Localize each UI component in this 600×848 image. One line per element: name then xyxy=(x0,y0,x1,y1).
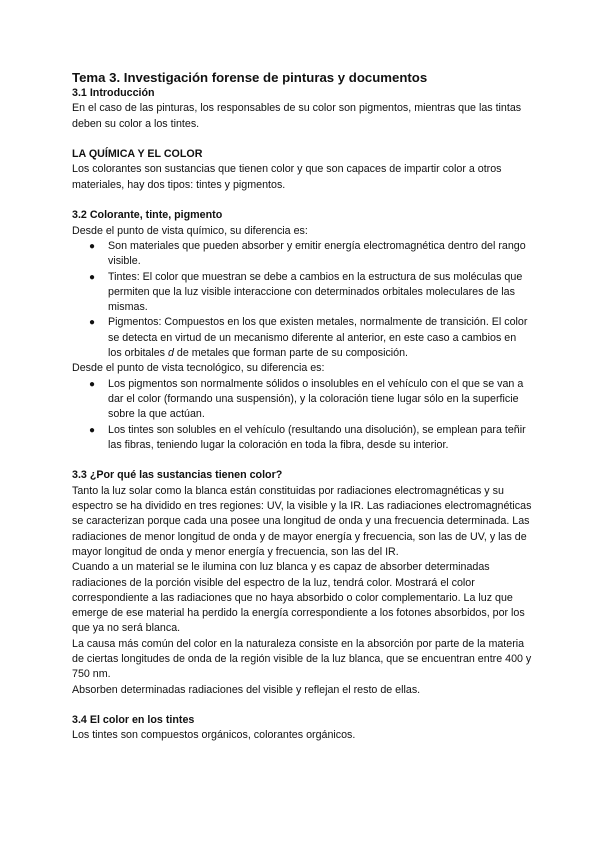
quimico-bullet-list xyxy=(72,239,532,361)
quimica-heading: LA QUÍMICA Y EL COLOR xyxy=(72,148,203,161)
list-item-text: Son materiales que pueden absorber y emitir energía electromagnética dentro del rango visible. xyxy=(108,239,526,268)
list-item-text: Los pigmentos son normalmente sólidos o insolubles en el vehículo con el que se van a dar el color (formando una suspensión), y la coloración tiene lugar sólo en la superficie sobre la que actúan. xyxy=(108,377,524,421)
list-item xyxy=(72,377,532,423)
section-3-3-paragraph-3: La causa más común del color en la naturaleza consiste en la absorción por parte de la materia de ciertas longitudes de onda de la región visible de la luz blanca, que se encuentran entre 400 y 750 nm. xyxy=(72,637,532,681)
section-3-2-heading: 3.2 Colorante, tinte, pigmento xyxy=(72,209,223,222)
bullet-icon: ● xyxy=(89,317,96,329)
spacer xyxy=(72,698,532,713)
spacer xyxy=(72,132,532,147)
quimica-text: Los colorantes son sustancias que tienen color y que son capaces de impartir color a otros materiales, hay dos tipos: tintes y pigmentos. xyxy=(72,163,502,191)
section-3-4-text: Los tintes son compuestos orgánicos, colorantes orgánicos. xyxy=(72,729,356,742)
pigmentos-text-before: Pigmentos: Compuestos en los que existen metales, normalmente de transición. El color se detecta en virtud de un mecanismo diferente al anterior, en este caso a cambios en los orbitales xyxy=(108,316,528,360)
list-item-text: Tintes: El color que muestran se debe a cambios en la estructura de sus moléculas que permiten que la luz visible interaccione con determinados orbitales moleculares de las mismas. xyxy=(108,270,523,314)
section-3-1-text: En el caso de las pinturas, los responsables de su color son pigmentos, mientras que las tintas deben su color a los tintes. xyxy=(72,102,522,130)
pigmentos-text-after: de metales que forman parte de su composición. xyxy=(173,347,409,360)
section-3-3-paragraph-4: Absorben determinadas radiaciones del visible y reflejan el resto de ellas. xyxy=(72,683,421,696)
quimico-intro: Desde el punto de vista químico, su diferencia es: xyxy=(72,224,308,237)
document-title: Tema 3. Investigación forense de pinturas y documentos xyxy=(72,70,428,85)
tecnologico-intro: Desde el punto de vista tecnológico, su diferencia es: xyxy=(72,362,325,375)
spacer xyxy=(72,193,532,208)
section-3-1-heading: 3.1 Introducción xyxy=(72,87,155,99)
section-3-3-paragraph-2: Cuando a un material se le ilumina con luz blanca y es capaz de absorber determinadas radiaciones de la porción visible del espectro de la luz, tendrá color. Mostrará el color correspondiente a las radiaciones que no haya absorbido o color complementario. La luz que emerge de ese material ha perdido la energía correspondiente a los fotones absorbidos, por los que ya no será blanca. xyxy=(72,561,525,635)
list-item xyxy=(72,239,532,270)
section-3-4-heading: 3.4 El color en los tintes xyxy=(72,714,195,727)
document-page xyxy=(72,70,532,744)
list-item xyxy=(72,270,532,316)
bullet-icon: ● xyxy=(89,378,96,390)
pigmentos-orbital-d: d xyxy=(168,347,174,360)
bullet-icon: ● xyxy=(89,271,96,283)
section-3-3-heading: 3.3 ¿Por qué las sustancias tienen color? xyxy=(72,469,283,482)
section-3-3-paragraph-1: Tanto la luz solar como la blanca están constituidas por radiaciones electromagnéticas y su espectro se ha dividido en tres regiones: UV, la visible y la IR. Las radiaciones electromagnéticas se caracterizan porque cada una posee una longitud de onda y una frecuencia determinada. Las radiaciones de menor longitud de onda y de mayor energía y frecuencia, son las de UV, y las de mayor longitud de onda y menor energía y frecuencia, son las del IR. xyxy=(72,484,532,558)
bullet-icon: ● xyxy=(89,240,96,252)
list-item-text: Los tintes son solubles en el vehículo (resultando una disolución), se emplean para teñir las fibras, teniendo lugar la coloración en toda la fibra, desde su interior. xyxy=(108,423,526,451)
spacer xyxy=(72,453,532,468)
list-item xyxy=(72,423,532,454)
list-item xyxy=(72,315,532,361)
tecnologico-bullet-list xyxy=(72,377,532,453)
bullet-icon: ● xyxy=(89,424,96,436)
